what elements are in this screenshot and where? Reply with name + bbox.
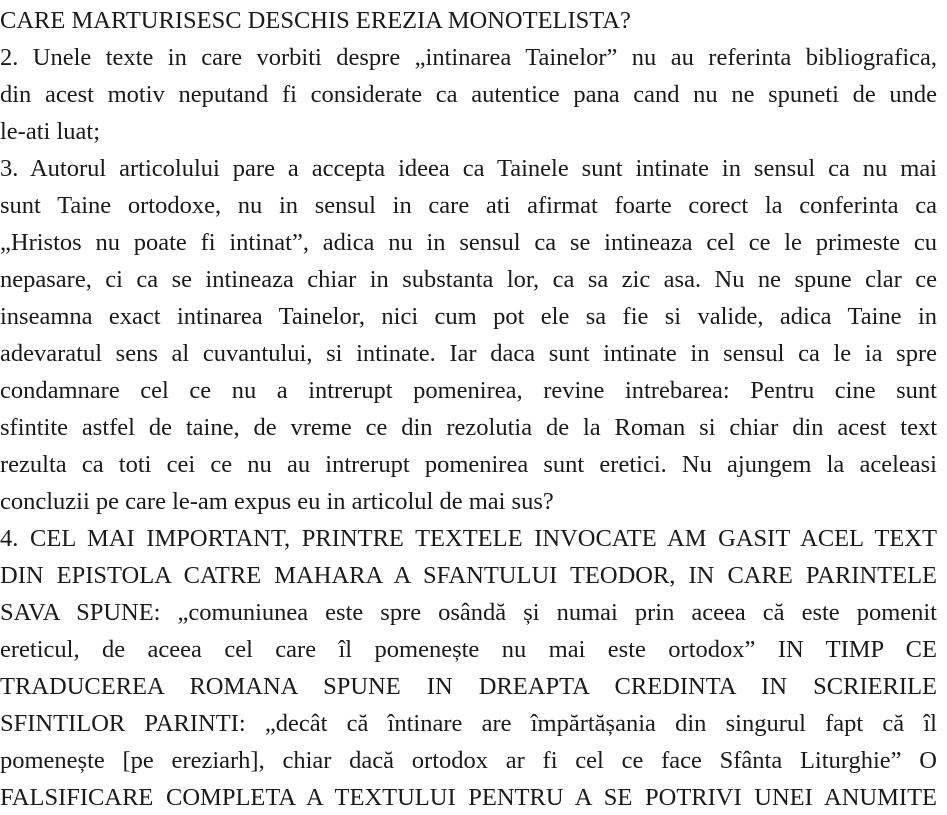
text-line: TRADUCEREA ROMANA SPUNE IN DREAPTA CREDINTA IN SCRIERILE xyxy=(0,673,937,700)
text-line: FALSIFICARE COMPLETA A TEXTULUI PENTRU A SE POTRIVI UNEI ANUMITE xyxy=(0,784,937,811)
text-line: DIN EPISTOLA CATRE MAHARA A SFANTULUI TEODOR, IN CARE PARINTELE xyxy=(0,562,937,589)
text-line: pomenește [pe ereziarh], chiar dacă ortodox ar fi cel ce face Sfânta Liturghie” O xyxy=(0,747,937,774)
text-line: sunt Taine ortodoxe, nu in sensul in care ati afirmat foarte corect la conferinta ca xyxy=(0,192,937,219)
text-line: 2. Unele texte in care vorbiti despre „intinarea Tainelor” nu au referinta bibliografica, xyxy=(0,44,937,71)
text-line: condamnare cel ce nu a intrerupt pomenirea, revine intrebarea: Pentru cine sunt xyxy=(0,377,937,404)
text-line: rezulta ca toti cei ce nu au intrerupt pomenirea sunt eretici. Nu ajungem la aceleasi xyxy=(0,451,937,478)
text-line: CARE MARTURISESC DESCHIS EREZIA MONOTELISTA? xyxy=(0,7,631,34)
text-line: ereticul, de aceea cel care îl pomenește nu mai este ortodox” IN TIMP CE xyxy=(0,636,937,663)
text-line: sfintite astfel de taine, de vreme ce din rezolutia de la Roman si chiar din acest text xyxy=(0,414,937,441)
text-line: „Hristos nu poate fi intinat”, adica nu in sensul ca se intineaza cel ce le primeste cu xyxy=(0,229,937,256)
text-line: le-ati luat; xyxy=(0,118,100,145)
text-line: SAVA SPUNE: „comuniunea este spre osândă și numai prin aceea că este pomenit xyxy=(0,599,937,626)
text-line: SFINTILOR PARINTI: „decât că întinare are împărtășania din singurul fapt că îl xyxy=(0,710,937,737)
text-line: 4. CEL MAI IMPORTANT, PRINTRE TEXTELE INVOCATE AM GASIT ACEL TEXT xyxy=(0,525,937,552)
text-line: 3. Autorul articolului pare a accepta ideea ca Tainele sunt intinate in sensul ca nu mai xyxy=(0,155,937,182)
text-line: adevaratul sens al cuvantului, si intinate. Iar daca sunt intinate in sensul ca le ia spre xyxy=(0,340,937,367)
text-line: nepasare, ci ca se intineaza chiar in substanta lor, ca sa zic asa. Nu ne spune clar ce xyxy=(0,266,937,293)
text-line: inseamna exact intinarea Tainelor, nici cum pot ele sa fie si valide, adica Taine in xyxy=(0,303,937,330)
text-line: concluzii pe care le-am expus eu in articolul de mai sus? xyxy=(0,488,554,515)
text-line: din acest motiv neputand fi considerate ca autentice pana cand nu ne spuneti de unde xyxy=(0,81,937,108)
